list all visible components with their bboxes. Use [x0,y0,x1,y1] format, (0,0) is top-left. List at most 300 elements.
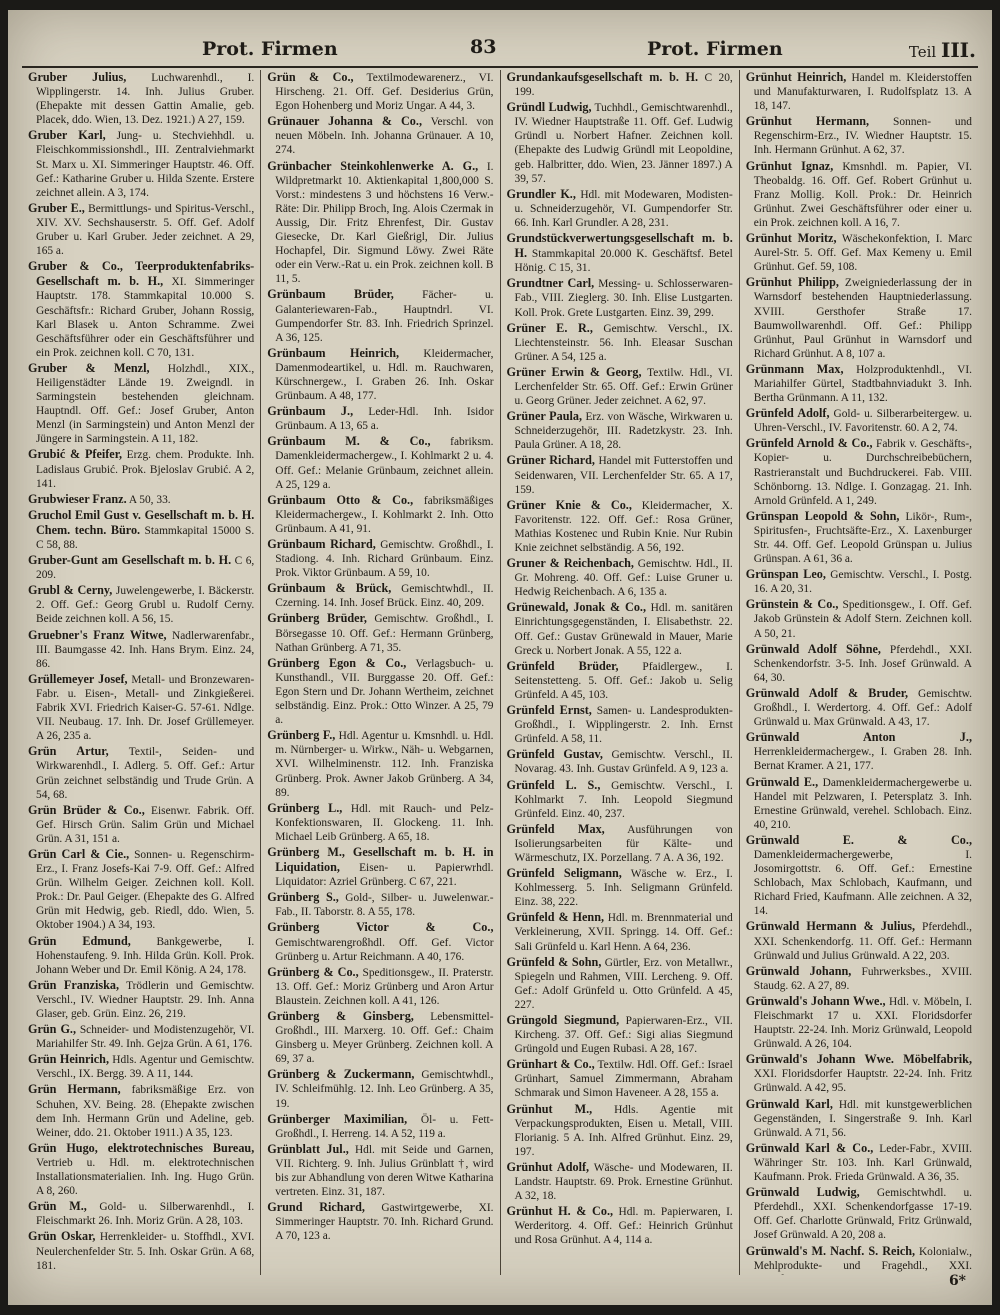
directory-entry [267,801,493,844]
firm-details: Lebensmittel-Großhdl., III. Marxerg. 10. Off. Gef.: Chaim Ginsberg u. Meyer Grünberg. Zeichnen koll. A 69, 37 a. [275,1011,494,1066]
column-1 [22,70,261,1275]
firm-details: Hdls. Agentur und Gemischtw. Verschl., IX. Bergg. 39. A 11, 144. [36,1054,255,1081]
firm-name: Grünberg Egon & Co., [267,655,407,670]
firm-details: Pferdehdl., XXI. Schenkendorfg. 11. Off. Gef.: Hermann Grünwald und Julius Grünwald. A 22, 203. [753,921,972,962]
directory-entry [507,955,733,1012]
firm-name: Grün M., [28,1199,87,1214]
directory-entry [507,321,733,364]
directory-entry [507,231,733,275]
firm-name: Grünbaum & Brück, [267,581,392,596]
firm-details: Jung- u. Stechviehhdl. u. Fleischkommissionshdl., III. Zentralviehmarkt St. Marx u. XI. Simmeringer Hauptstr. 46. Off. Gef.: Katharine Gruber u. Hilda Szente. Erstere zeichnet allein. A 3, 174. [36,130,255,199]
directory-entry [746,1244,972,1276]
firm-details: Ausführungen von Isolierungsarbeiten für Kälte- und Wärmeschutz, IX. Porzellang. 7 A. A 36, 192. [514,823,733,864]
directory-entry [746,406,972,435]
firm-details: Wäschekonfektion, I. Marc Aurel-Str. 5. Off. Gef. Max Kemeny u. Emil Grünhut. Gef. 59, 108. [753,233,972,274]
directory-entry [507,822,733,865]
firm-details: Wäsche- und Modewaren, II. Landstr. Hauptstr. 69. Prok. Ernestine Grünhut. A 32, 18. [514,1161,733,1203]
firm-name: Grün G., [28,1022,77,1037]
firm-details: Juwelengewerbe, I. Bäckerstr. 2. Off. Gef.: Georg Grubl u. Rudolf Cerny. Beide zeichnen koll. A 56, 15. [36,585,255,626]
firm-name: Gruber & Co., Teerproduktenfabriks-Gesellschaft m. b. H., [28,259,255,289]
directory-entry [28,672,254,743]
firm-name: Grundler K., [506,186,576,201]
firm-details: C 6, 209. [36,555,255,582]
firm-name: Grünwald Anton J., [745,730,972,745]
firm-details: Hdl. mit Modewaren, Modisten- u. Schneiderzugehör, VI. Gumpendorfer Str. 66. Inh. Karl Grundler. A 28, 231. [514,188,733,229]
signature-mark: 6* [948,1273,966,1289]
firm-details: Pferdehdl., XXI. Schenkendorfstr. 3-5. Inh. Josef Grünwald. A 64, 30. [753,643,972,684]
part-number: III. [940,38,976,62]
firm-name: Grün Heinrich, [28,1052,110,1067]
firm-details: Gemischtw. Großhdl., I. Stadiong. 4. Inh. Richard Grünbaum. Einz. Prok. Viktor Grünbaum. A 59, 10. [275,539,494,580]
firm-name: Grünbaum Heinrich, [267,345,400,360]
directory-entry [28,508,254,552]
firm-details: Eisen- u. Papierwrhdl. Liquidator: Azriel Grünberg. C 67, 221. [275,862,494,889]
directory-entry [507,1102,733,1159]
firm-details: Vertrieb u. Hdl. m. elektrotechnischen Installationsmaterialien. Inh. Ing. Hugo Grün. A 8, 260. [36,1156,255,1198]
directory-entry [267,114,493,157]
directory-entry [507,409,733,452]
firm-name: Grubwieser Franz. [28,491,127,506]
firm-name: Grünhut Ignaz, [745,158,834,173]
firm-name: Grünbaum Richard, [267,537,376,551]
directory-entry [746,436,972,507]
firm-name: Grün Brüder & Co., [28,802,145,817]
directory-entry [267,1142,493,1199]
firm-name: Grünhut Moritz, [745,231,837,246]
firm-details: A 50, 33. [126,493,171,506]
firm-name: Grün Oskar, [28,1229,96,1244]
directory-entry [267,70,493,113]
directory-entry [28,70,254,127]
firm-name: Grünfeld Brüder, [506,658,619,673]
firm-name: Grünfeld & Sohn, [506,954,602,969]
firm-name: Grün Artur, [28,744,109,759]
directory-entry [507,778,733,821]
firm-name: Grünfeld Adolf, [745,406,830,421]
firm-name: Grünberg S., [267,890,339,905]
page-header [22,26,978,68]
firm-details: Sonnen- und Regenschirm-Erz., IV. Wiedner Hauptstr. 15. Inh. Hermann Grünhut. A 62, 37. [753,116,972,157]
firm-name: Grünberg Victor & Co., [267,920,494,935]
firm-details: Leder-Fabr., XVIII. Währinger Str. 103. Inh. Karl Grünwald, Kaufmann. Prok. Frieda Grünwald. A 36, 35. [753,1142,972,1184]
firm-name: Grünfeld & Henn, [506,910,605,925]
firm-name: Grünmann Max, [745,361,844,376]
firm-details: Speditionsgew., II. Praterstr. 13. Off. Gef.: Moriz Grünberg und Aron Artur Blaustein. Zeichnen koll. A 41, 126. [275,966,494,1007]
firm-details: Holzhdl., XIX., Heiligenstädter Lände 19. Zweigndl. in Sarmingstein bestehenden gleichnam. Hauptndl. Off. Gef.: Josef Gruber, Anton Menzl (in Sarmingstein) und Anton Menzl der Jüngere in Sarmingstein. A 11, 182. [36,362,255,446]
directory-entry [267,537,493,580]
firm-name: Gründl Ludwig, [506,100,592,115]
firm-details: Eisenwr. Fabrik. Off. Gef. Hirsch Grün. Salim Grün und Michael Grün. A 31, 151 a. [36,804,255,845]
firm-details: Samen- u. Landesprodukten-Großhdl., I. Wipplingerstr. 2. Inh. Ernst Grünfeld. A 58, 11. [514,705,733,746]
directory-entry [267,434,493,491]
firm-name: Grünwald's M. Nachf. S. Reich, [745,1243,916,1258]
directory-entry [28,803,254,846]
directory-entry [267,287,493,344]
directory-entry [28,1274,254,1275]
firm-details: Kmsnhdl. m. Papier, VI. Theobaldg. 16. Off. Gef. Robert Grünhut u. Franz Mollig. Koll. Prok.: Dr. Heinrich Grünhut. Zwei Geschäftsführer oder einer u. ein Prok. zeichnen koll. A 16, 7. [753,160,972,229]
firm-name: Grünberg & Ginsberg, [267,1009,414,1023]
directory-entry [507,866,733,909]
firm-details: Gemischtw. Hdl., II. Gr. Mohreng. 40. Off. Gef.: Luise Gruner u. Hedwig Reichenbach. A 6, 135 a. [514,558,733,599]
firm-name: Grund Richard, [267,1200,365,1215]
firm-details: Gemischtw. Verschl., I. Kohlmarkt 7. Inh. Leopold Siegmund Grünfeld. Einz. 40, 237. [514,779,733,820]
firm-details: fabriksm. Damenkleidermachergew., I. Kohlmarkt 2 u. 4. Off. Gef.: Melanie Grünbaum, zeichnet allein. A 25, 129 a. [275,436,494,491]
firm-name: Grünfeld Max, [506,821,605,836]
directory-entry [507,600,733,657]
directory-entry [28,1199,254,1228]
firm-name: Grünhut Hermann, [745,114,870,129]
firm-name: Grünfeld Ernst, [506,703,592,718]
directory-entry [507,556,733,599]
directory-entry [507,453,733,496]
firm-details: Textil-, Seiden- und Wirkwarenhdl., I. Adlerg. 5. Off. Gef.: Artur Grün zeichnet selbständig und Trude Grün. A 54, 68. [36,746,255,801]
directory-entry [746,362,972,405]
firm-details: Handel mit Futterstoffen und Seidenwaren, VII. Lerchenfelder Str. 65. A 17, 159. [514,455,733,496]
firm-name: Grünberg M., Gesellschaft m. b. H. in Liquidation, [267,844,494,875]
directory-entry [746,1141,972,1184]
firm-name: Grünwald's Johann Wwe., [745,993,886,1008]
directory-entry [28,492,254,507]
firm-details: Gold- u. Silberarbeitergew. u. Uhren-Verschl., IV. Favoritenstr. 60. A 2, 74. [753,408,972,435]
directory-entry [507,1057,733,1100]
directory-entry [267,1200,493,1243]
firm-name: Grünwald Hermann & Julius, [745,919,916,934]
directory-entry [267,965,493,1008]
firm-details: Gold- u. Silberwarenhdl., I. Fleischmarkt 26. Inh. Moriz Grün. A 28, 103. [36,1201,255,1228]
directory-entry [28,1229,254,1272]
firm-details: Gemischtw. Verschl., II. Novarag. 43. Inh. Gustav Grünfeld. A 9, 123 a. [514,749,733,776]
firm-name: Grünwald E., [745,774,819,789]
firm-details: Fuhrwerksbes., XVIII. Staudg. 62. A 27, 89. [753,965,973,992]
directory-entry [28,259,254,360]
firm-details: Bankgewerbe, I. Hohenstaufeng. 9. Inh. Hilda Grün. Koll. Prok. Johann Weber und Dr. Emil König. A 24, 178. [36,935,255,976]
firm-name: Grünberg L., [267,800,343,815]
firm-name: Grünhut Adolf, [506,1159,590,1174]
part-label-text: Teil [908,43,937,61]
firm-name: Gruner & Reichenbach, [506,556,634,571]
firm-details: Zweigniederlassung der in Warnsdorf bestehenden Hauptniederlassung. XVIII. Gersthofer Straße 17. Baumwollwarenhdl. Off. Gef.: Philipp Grünhut, Paul Grünhut in Warnsdorf und Richard Grünhut. A 8, 107 a. [753,277,972,360]
directory-page [8,10,992,1305]
firm-name: Grundstückverwertungsgesellschaft m. b. H. [506,231,733,261]
firm-name: Grünhut M., [506,1101,593,1116]
directory-entry [507,276,733,319]
directory-entry [746,686,972,729]
directory-entry [28,361,254,447]
firm-name: Grünwald Johann, [745,963,852,978]
firm-name: Gruber-Gunt am Gesellschaft m. b. H. [28,553,232,568]
directory-entry [267,1009,493,1066]
firm-name: Grüner E. R., [506,320,593,335]
directory-entry [507,100,733,186]
firm-details: XI. Simmeringer Hauptstr. 178. Stammkapital 10.000 S. Geschäftsfr.: Richard Gruber, Johann Rossig, Karl Blasek u. Anton Schramme. Zwei Geschäftsführer oder ein Geschäftsführer und ein Prok. zeichnen koll. C 70, 131. [36,276,255,359]
firm-name: Grünberg & Zuckermann, [267,1067,415,1082]
firm-name: Gruchol Emil Gust v. Gesellschaft m. b. H. Chem. techn. Büro. [28,507,255,537]
directory-entry [507,1160,733,1203]
directory-entry [267,1067,493,1110]
firm-details: Hdl. m. Papierwaren, I. Werderitorg. 4. Off. Gef.: Heinrich Grünhut und Rosa Grünhut. A 4, 114 a. [514,1206,733,1247]
firm-details: C 20, 199. [514,72,733,99]
firm-name: Grünbaum Brüder, [267,287,394,302]
directory-entry [746,730,972,773]
directory-entry [746,275,972,361]
directory-entry [507,659,733,702]
firm-details: Herrenkleider- u. Stoffhdl., XVI. Neulerchenfelder Str. 5. Inh. Oskar Grün. A 68, 181. [36,1231,255,1272]
firm-name: Grün Hugo, elektrotechnisches Bureau, [28,1140,255,1155]
directory-entry [267,611,493,654]
directory-entry [28,1082,254,1139]
firm-name: Grubl & Cerny, [28,583,113,598]
firm-name: Grünstein & Co., [745,597,839,612]
directory-entry [746,775,972,832]
firm-details: Gemischtw. Großhdl., I. Börsegasse 10. Off. Gef.: Hermann Grünberg, Nathan Grünberg. A 71, 35. [275,613,494,654]
firm-details: Stammkapital 15000 S. C 58, 88. [36,524,255,551]
firm-name: Gruber Julius, [28,70,127,84]
page-number: 83 [470,36,497,58]
firm-details: Metall- und Bronzewaren-Fabr. u. Eisen-, Metall- und Zinkgießerei. Fabrik XVI. Friedrich Kaiser-G. 57-61. Ndlge. VII. Neubaug. 17. Inh. Dr. Josef Grüllemeyer. A 26, 235 a. [36,673,255,743]
directory-entry [28,201,254,258]
firm-name: Grünwald's Johann Wwe. Möbelfabrik, [745,1052,972,1067]
firm-details: Hdls. Agentie mit Verpackungsprodukten, Eisen u. Metall, VIII. Florianig. 5 A. Inh. Alfred Grünhut. Einz. 29, 197. [514,1103,733,1158]
firm-name: Grüner Knie & Co., [506,497,632,512]
directory-entry [267,493,493,536]
firm-name: Gruebner's Franz Witwe, [28,627,167,642]
firm-name: Grün Carl & Cie., [28,846,130,861]
directory-entry [28,128,254,199]
directory-entry [746,231,972,274]
directory-entry [28,1022,254,1051]
directory-entry [746,642,972,685]
firm-details: Verlagsbuch- u. Kunsthandl., VII. Burggasse 20. Off. Gef.: Egon Stern und Dr. Johann Wertheim, zeichnet selbständig. Einz. Prok.: Otto Winzer. A 25, 79 a. [275,657,494,727]
firm-details: Fächer- u. Galanteriewaren-Fab., Hauptndrl. VI. Gumpendorfer Str. 83. Inh. Friedrich Sprinzel. A 36, 125. [275,289,494,344]
part-label [909,38,976,62]
directory-entry [507,70,733,99]
directory-entry [28,1052,254,1081]
columns [22,70,978,1275]
directory-entry [267,920,493,963]
firm-details: Bermittlungs- und Spiritus-Verschl., XIV. XV. Sechshauserstr. 5. Off. Gef. Adolf Gruber u. Karl Gruber. Jeder zeichnet. A 29, 165 a. [36,202,255,258]
directory-entry [507,1204,733,1247]
directory-entry [746,114,972,157]
firm-name: Grünwald Karl & Co., [745,1140,874,1155]
firm-details: Pfaidlergew., I. Seitenstetteng. 5. Off. Gef.: Jakob u. Selig Grünfeld. A 45, 103. [514,660,733,701]
firm-name: Grünbaum M. & Co., [267,434,431,449]
firm-name: Grünhut Heinrich, [745,70,847,84]
directory-entry [267,346,493,403]
directory-entry [507,747,733,776]
column-4 [740,70,978,1275]
firm-name: Gruber Karl, [28,128,106,143]
directory-entry [746,994,972,1051]
directory-entry [507,703,733,746]
firm-details: Hdl. Agentur u. Kmsnhdl. u. Hdl. m. Nürnberger- u. Wirkw., Näh- u. Webgarnen, XVI. Wilhelminenstr. 112. Inh. Franziska Grünberg. Prok. Awner Jakob Grünberg. A 34, 89. [275,730,494,799]
directory-entry [267,656,493,727]
firm-name: Grüner Paula, [506,409,583,424]
firm-name: Grün & Co., [267,70,354,84]
directory-entry [267,581,493,610]
firm-name: Grünwald Adolf Söhne, [745,641,881,656]
directory-entry [28,978,254,1021]
directory-entry [28,934,254,977]
directory-entry [746,70,972,113]
firm-name: Grün Franziska, [28,977,120,992]
firm-details: Nadlerwarenfabr., III. Baumgasse 42. Inh. Hans Brym. Einz. 24, 86. [36,629,255,670]
directory-entry [746,509,972,566]
directory-entry [267,845,493,889]
firm-details: Textilw. Hdl. Off. Gef.: Israel Grünhart, Samuel Zimmermann, Abraham Schmarak und Simon Haveneer. A 28, 155 a. [514,1059,733,1100]
column-2 [261,70,500,1275]
firm-details: Gemischtwhdl., II. Czerning. 14. Inh. Josef Brück. Einz. 40, 209. [275,583,494,610]
firm-name: Gruber E., [28,200,85,215]
firm-details: Erzg. chem. Produkte. Inh. Ladislaus Grubić. Prok. Bjeloslav Grubić. A 2, 141. [36,449,255,490]
directory-entry [28,553,254,582]
directory-entry [267,890,493,919]
firm-details: Fabrik v. Geschäfts-, Kopier- u. Durchschreibebüchern, Rastrieranstalt und Buchdruckerei. Fab. VIII. Schönborng. 13. Ndlge. I. Gonzagag. 21. Inh. Arnold Grünfeld. A 1, 249. [753,438,973,507]
directory-entry [507,187,733,230]
firm-name: Grünewald, Jonak & Co., [506,600,647,615]
firm-details: Luchwarenhdl., I. Wipplingerstr. 14. Inh. Julius Gruber. (Ehepakte mit dessen Gattin Amalie, geb. Placek, ddo. Wien, 13. Dez. 1921.) A 27, 159. [36,72,255,127]
directory-entry [507,365,733,408]
firm-name: Grünbaum Otto & Co., [267,492,414,507]
firm-name: Grünhart & Co., [506,1057,595,1072]
directory-entry [746,1097,972,1140]
firm-details: Textilw. Hdl., VI. Lerchenfelder Str. 65. Off. Gef.: Erwin Grüner u. Georg Grüner. Jeder zeichnet. A 62, 97. [514,366,733,408]
firm-name: Grünberg Brüder, [267,611,367,626]
firm-details: Sonnen- u. Regenschirm-Erz., I. Franz Josefs-Kai 7-9. Off. Gef.: Alfred Grün. Wilhelm Geiger. Zeichnen koll. Koll. Prok.: Dr. Paul Geiger. (Ehepakte des G. Alfred Grün mit Hedwig, geb. Riedl, ddo. Wien, 5. Oktober 1904.) A 34, 193. [36,848,255,932]
firm-details: Erz. von Wäsche, Wirkwaren u. Schneiderzugehör, III. Radetzkystr. 23. Inh. Paula Grüner. A 18, 28. [514,411,733,452]
directory-entry [28,583,254,626]
directory-entry [746,964,972,993]
firm-name: Grünspan Leopold & Sohn, [745,508,900,523]
firm-details: Hdl. v. Möbeln, I. Fleischmarkt 17 u. XXI. Floridsdorfer Hauptstr. 22-24. Inh. Moriz Grünwald, Leopold Grünwald. A 26, 104. [753,995,972,1051]
firm-details: Handel m. Kleiderstoffen und Manufakturwaren, I. Rudolfsplatz 13. A 18, 147. [753,72,972,113]
firm-details: Schneider- und Modistenzugehör, VI. Mariahilfer Str. 49. Inh. Gejza Grün. A 61, 176. [36,1024,255,1051]
firm-details: Hdl. mit Rauch- und Pelz-Konfektionswaren, II. Glockeng. 11. Inh. Michael Leib Grünberg. A 65, 18. [275,802,494,843]
firm-name: Grünwald E. & Co., [745,832,972,847]
firm-details: Damenkleidermachergewerbe u. Handel mit Pelzwaren, I. Petersplatz 3. Inh. Ernestine Grünwald, verehel. Schlobach. Einz. 40, 210. [753,776,972,831]
directory-entry [28,1141,254,1198]
firm-details: Trödlerin und Gemischtw. Verschl., IV. Wiedner Hauptstr. 29. Inh. Anna Glaser, geb. Grün. Einz. 26, 219. [36,979,255,1020]
firm-details: Kleidermacher, Damenmodeartikel, u. Hdl. m. Rauchwaren, Kürschnergew., I. Graben 26. Inh. Oskar Grünbaum. A 48, 177. [275,347,494,403]
firm-details: Stammkapital 20.000 K. Geschäftsf. Betel Hönig. C 15, 31. [514,248,733,275]
firm-name: Grüngold Siegmund, [506,1013,620,1027]
firm-details: Gemischtwhdl. u. Pferdehdl., XXI. Schenkendorfgasse 17-19. Off. Gef. Charlotte Grünwald, Fritz Grünwald, Josef Grünwald. A 20, 208 a. [753,1187,972,1242]
firm-details: Messing- u. Schlosserwaren-Fab., VIII. Zieglerg. 30. Inh. Elise Lustgarten. Koll. Prok. Grete Lustgarten. Einz. 39, 299. [514,278,733,319]
directory-entry [746,833,972,919]
header-right-title: Prot. Firmen [647,38,783,60]
column-3 [501,70,740,1275]
firm-details: Hdl. mit kunstgewerblichen Gegenständen, I. Singerstraße 9. Inh. Karl Grünwald. A 71, 56. [753,1098,973,1139]
firm-name: Grünberger Maximilian, [267,1111,408,1126]
firm-details: fabriksmäßiges Kleidermachergew., I. Kohlmarkt 2. Inh. Otto Grünbaum. A 41, 91. [275,494,494,535]
directory-entry [267,404,493,433]
firm-name: Grundtner Carl, [506,276,595,291]
firm-details: Damenkleidermachergewerbe, I. Josomirgottstr. 6. Off. Gef.: Ernestine Schlobach, Max Schlobach, Kaufmann, und Richard Fried, Kaufmann. Alle zeichnen. A 32, 14. [753,848,972,918]
firm-details: Likör-, Rum-, Spiritusfen-, Fruchtsäfte-Erz., X. Laxenburger Str. 44. Off. Gef. Leopold Grünspan u. Julius Grünspan. A 61, 36 a. [753,510,972,566]
firm-details: Gemischtw. Großhdl., I. Werdertorg. 4. Off. Gef.: Adolf Grünwald u. Max Grünwald. A 43, 17. [753,687,972,729]
firm-name: Grünauer Johanna & Co., [267,114,422,129]
firm-name: Grubić & Pfeifer, [28,447,123,462]
firm-details: Öl- u. Fett-Großhdl., I. Herreng. 14. A 52, 119 a. [275,1113,494,1140]
firm-name: Grünhut H. & Co., [506,1204,614,1219]
directory-entry [746,159,972,230]
firm-details: XXI. Floridsdorfer Hauptstr. 22-24. Inh. Fritz Grünwald. A 42, 95. [753,1068,972,1095]
firm-details: Herrenkleidermachergew., I. Graben 28. Inh. Bernat Kramer. A 21, 177. [753,746,972,773]
directory-entry [746,597,972,640]
firm-details: Gürtler, Erz. von Metallwr., Spiegeln und Rahmen, VIII. Lercheng. 9. Off. Gef.: Adolf Grünfeld u. Otto Grünfeld. A 45, 227. [514,956,733,1011]
firm-details: Verschl. von neuen Möbeln. Inh. Johanna Grünauer. A 10, 274. [275,116,494,157]
firm-name: Grünberg F., [267,728,336,743]
firm-name: Grundankaufsgesellschaft m. b. H. [506,70,699,84]
firm-details: Gold-, Silber- u. Juwelenwar.-Fab., II. Taborstr. 8. A 55, 178. [275,892,494,919]
directory-entry [28,447,254,490]
firm-name: Grünberg & Co., [267,964,359,979]
firm-details: Leder-Hdl. Inh. Isidor Grünbaum. A 13, 65 a. [275,406,494,433]
directory-entry [28,744,254,801]
firm-name: Grünfeld Arnold & Co., [745,436,873,451]
directory-entry [267,159,493,287]
firm-details: fabriksmäßige Erz. von Schuhen, XV. Being. 28. (Ehepakte zwischen dem Inh. Hermann Grün und Adeline, geb. Weiner, ddo. 21. Oktober 1911.) A 35, 123. [36,1084,255,1139]
firm-name: Grünwald Adolf & Bruder, [745,685,909,700]
firm-details: Gastwirtgewerbe, XI. Simmeringer Hauptstr. 70. Inh. Richard Grund. A 70, 123 a. [275,1202,494,1243]
firm-name: Grün Hermann, [28,1082,121,1097]
firm-details: Hdl. mit Seide und Garnen, VII. Richterg. 9. Inh. Julius Grünblatt †, wird bis zur Abhandlung von deren Witwe Katharina vertreten. Einz. 31, 187. [275,1143,494,1199]
firm-details: Gemischtw. Verschl., IX. Liechtensteinstr. 56. Inh. Eleasar Suschan Grüner. A 54, 125 a. [514,322,733,363]
firm-name: Grünfeld Gustav, [506,747,603,762]
firm-name: Grünwald Karl, [745,1096,833,1111]
firm-name: Grünfeld Seligmann, [506,866,622,881]
directory-entry [746,567,972,596]
directory-entry [507,910,733,953]
firm-details: Kolonialw., Mehlprodukte- und Fragehdl., XXI. [753,1245,972,1272]
firm-details: Tuchhdl., Gemischtwarenhdl., IV. Wiedner Hauptstraße 11. Off. Gef. Ludwig Gründl u. Norbert Hafner. Zeichnen koll. (Ehepakte des Ludwig Gründl mit Leopoldine, geb. Halbritter, ddo. Wien, 23. Jänner 1897.) A 39, 57. [514,102,733,185]
firm-details: Speditionsgew., I. Off. Gef. Jakob Grünstein & Adolf Stern. Zeichnen koll. A 50, 21. [753,599,972,640]
firm-name: Grüner Richard, [506,453,595,468]
firm-name: Grünbacher Steinkohlenwerke A. G., [267,158,479,173]
firm-name: Grünblatt Jul., [267,1141,349,1156]
firm-name: Grünspan Leo, [745,567,826,582]
directory-entry [746,1185,972,1242]
firm-name: Grünwald Ludwig, [745,1185,860,1200]
directory-entry [267,1112,493,1141]
directory-entry [507,498,733,555]
firm-name: Grüllemeyer Josef, [28,671,128,686]
directory-entry [28,847,254,933]
firm-details: Gemischtw. Verschl., I. Postg. 16. A 20, 31. [753,569,972,596]
firm-name: Grüner Erwin & Georg, [506,364,642,379]
directory-entry [28,628,254,671]
firm-details: Papierwaren-Erz., VII. Kircheng. 37. Off. Gef.: Sigi alias Siegmund Grüngold und Eugen Rubasi. A 28, 167. [514,1015,733,1056]
header-left-title: Prot. Firmen [202,38,338,60]
firm-name: Gruber & Menzl, [28,360,150,375]
firm-details: Kleidermacher, X. Favoritenstr. 122. Off. Gef.: Rosa Grüner, Mathias Kostenec und Rubin Knie. Nur Rubin Knie zeichnet selbständig. A 56, 192. [514,499,733,554]
directory-entry [267,728,493,799]
firm-details: Hdl. m. sanitären Einrichtungsgegenständen, I. Elisabethstr. 22. Off. Gef.: Gustav Grünewald in Mauer, Marie Greck u. Norbert Jonak. A 55, 122 a. [514,602,733,657]
firm-name: Grünbaum J., [267,404,354,419]
firm-details: Wäsche w. Erz., I. Kohlmesserg. 5. Inh. Seligmann Grünfeld. Einz. 38, 222. [514,868,733,909]
firm-name [28,1274,101,1275]
firm-name: Grün Edmund, [28,933,131,948]
firm-details: Gemischtwhdl., IV. Schleifmühlg. 12. Inh. Leo Grünberg. A 35, 19. [275,1069,494,1110]
firm-details: Holzproduktenhdl., VI. Mariahilfer Gürtel, Stadtbahnviadukt 3. Inh. Bertha Grünmann. A 11, 132. [753,363,972,405]
firm-name: Grünfeld L. S., [506,777,601,792]
directory-entry [507,1013,733,1056]
firm-details: I. Wildpretmarkt 10. Aktienkapital 1,800,000 S. Vorst.: mindestens 3 und höchstens 16 Verw.-Räte: Dir. Philipp Broch, Ing. Alois Czermak in Aussig, Dir. Fritz Ehrenfest, Dir. Gustav Giesecke, Dr. Karl Gießrigl, Dir. Julius Hochapfel, Dir. Sigmund Löwy. Zwei Räte oder ein Verw.-Rat u. ein Prok. zeichnen koll. B 11, 5. [275,160,494,286]
directory-entry [746,919,972,962]
firm-details: Hdl. m. Brennmaterial und Verkleinerung, XVII. Springg. 14. Off. Gef.: Sali Grünfeld u. Karl Henn. A 64, 236. [514,912,733,953]
firm-details: Gemischtwarengroßhdl. Off. Gef. Victor Grünberg u. Artur Reichmann. A 40, 176. [275,936,494,963]
firm-name: Grünhut Philipp, [745,275,839,290]
directory-entry [746,1052,972,1095]
